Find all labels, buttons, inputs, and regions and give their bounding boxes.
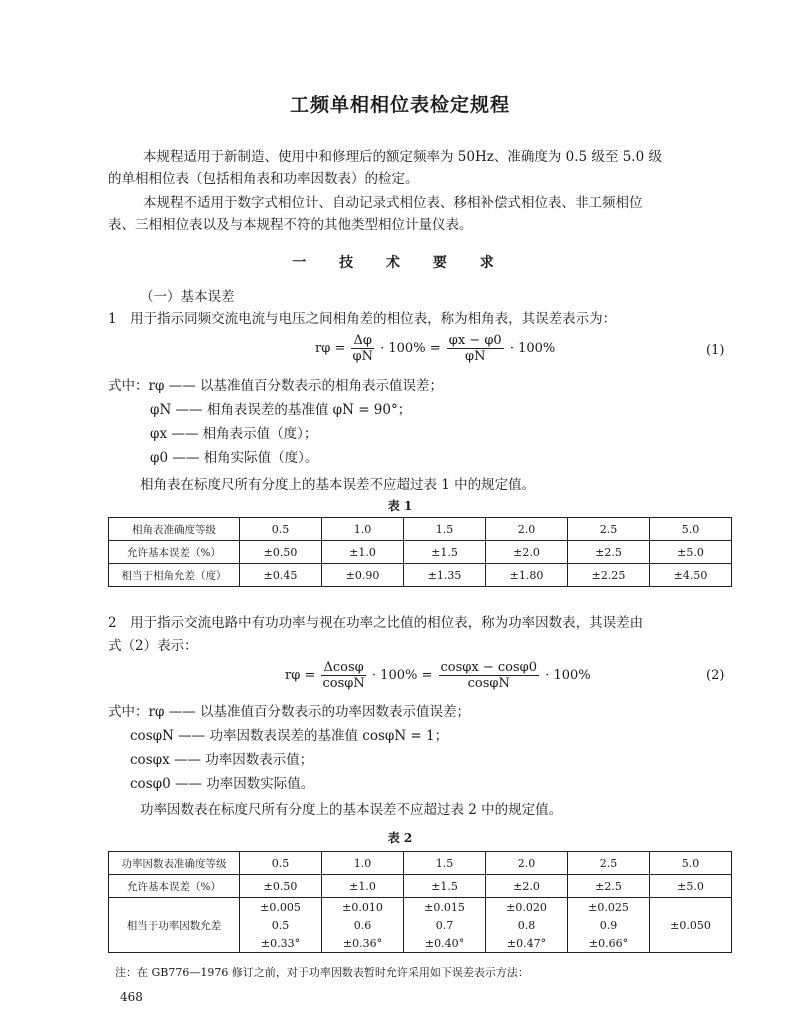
table-row: [109, 564, 732, 587]
table-cell: ±5.0: [650, 541, 732, 564]
where-2-line-3: cosφx —— 功率因数表示值；: [130, 752, 314, 768]
intro-paragraph-2-line-1: 本规程不适用于数字式相位计、自动记录式相位表、移相补偿式相位表、非工频相位: [143, 195, 643, 211]
table-1-caption: 表 1: [387, 499, 413, 513]
formula-2: rφ = $\frac{\Delta\cos\varphi}{\cos\varphi N}$ · 100% = $\frac{\cos\varphi x - \cos\varphi 0}{\cos\varphi N}$ · 100%: [285, 660, 591, 691]
table-cell: ±0.050: [650, 898, 732, 953]
table-cell: ±2.25: [568, 564, 650, 587]
table-cell: ±0.33°: [240, 934, 322, 953]
table-cell: 2.5: [568, 852, 650, 875]
table-cell: 5.0: [650, 852, 732, 875]
requirement-2: 功率因数表在标度尺所有分度上的基本误差不应超过表 2 中的规定值。: [140, 802, 563, 818]
table-cell: ±1.5: [404, 541, 486, 564]
table-cell: 功率因数表准确度等级: [109, 852, 240, 875]
table-cell: 1.5: [404, 518, 486, 541]
table-cell: 5.0: [650, 518, 732, 541]
table-row: [109, 518, 732, 541]
section-heading: 一 技 术 要 求: [292, 255, 508, 271]
table-cell: 2.5: [568, 518, 650, 541]
table-cell: 2.0: [486, 852, 568, 875]
formula-2-number: (2): [706, 668, 725, 683]
table-row: [109, 541, 732, 564]
table-cell: ±1.35: [404, 564, 486, 587]
table-2-caption: 表 2: [387, 831, 413, 845]
where-2-line-1: 式中：rφ —— 以基准值百分数表示的功率因数表示值误差；: [108, 704, 470, 720]
table-cell: ±1.5: [404, 875, 486, 898]
formula-1: rφ = $\frac{\Delta\varphi}{\varphi N}$ · 100% = $\frac{\varphi x - \varphi 0}{\varphi N}$ · 100%: [315, 333, 556, 364]
table-cell: 0.8: [486, 916, 568, 934]
table-cell: 0.5: [240, 518, 322, 541]
formula-1-number: (1): [706, 343, 725, 358]
where-1-line-2: φN —— 相角表误差的基准值 φN = 90°；: [150, 402, 412, 418]
subsection-heading: （一）基本误差: [140, 289, 235, 305]
table-cell: ±2.0: [486, 541, 568, 564]
intro-paragraph-1-line-2: 的单相相位表（包括相角表和功率因数表）的检定。: [108, 171, 419, 187]
table-cell: ±1.0: [322, 541, 404, 564]
table-row: [109, 875, 732, 898]
table-row: [109, 898, 732, 917]
table-cell: ±0.010: [322, 898, 404, 917]
table-cell: ±2.5: [568, 541, 650, 564]
table-cell: ±0.66°: [568, 934, 650, 953]
table-cell: 允许基本误差（%）: [109, 875, 240, 898]
table-cell: 1.0: [322, 852, 404, 875]
table-cell: 0.5: [240, 852, 322, 875]
item-1-text: 1 用于指示同频交流电流与电压之间相角差的相位表，称为相角表，其误差表示为：: [108, 311, 617, 327]
table-cell: 允许基本误差（%）: [109, 541, 240, 564]
table-1: [108, 517, 732, 587]
where-2-line-4: cosφ0 —— 功率因数实际值。: [130, 776, 315, 792]
table-cell: 0.9: [568, 916, 650, 934]
table-cell: ±0.50: [240, 541, 322, 564]
table-cell: ±0.50: [240, 875, 322, 898]
footnote: 注：在 GB776—1976 修订之前，对于功率因数表暂时允许采用如下误差表示方法：: [115, 966, 529, 979]
table-cell: ±0.020: [486, 898, 568, 917]
page-number: 468: [120, 990, 143, 1004]
table-cell: 0.6: [322, 916, 404, 934]
where-1-line-4: φ0 —— 相角实际值（度）。: [150, 450, 319, 466]
table-cell: ±0.40°: [404, 934, 486, 953]
table-cell: 相当于功率因数允差: [109, 898, 240, 953]
table-cell: 相角表准确度等级: [109, 518, 240, 541]
table-row: [109, 852, 732, 875]
item-2-line-2: 式（2）表示：: [108, 638, 198, 654]
table-cell: 0.7: [404, 916, 486, 934]
table-cell: 2.0: [486, 518, 568, 541]
table-cell: ±0.47°: [486, 934, 568, 953]
table-cell: ±2.0: [486, 875, 568, 898]
document-title: 工频单相相位表检定规程: [289, 94, 510, 116]
table-cell: ±1.80: [486, 564, 568, 587]
item-2-line-1: 2 用于指示交流电路中有功功率与视在功率之比值的相位表，称为功率因数表，其误差由: [108, 615, 644, 631]
table-cell: ±0.015: [404, 898, 486, 917]
table-cell: ±0.90: [322, 564, 404, 587]
table-cell: 0.5: [240, 916, 322, 934]
table-cell: 相当于相角允差（度）: [109, 564, 240, 587]
table-cell: ±0.005: [240, 898, 322, 917]
requirement-1: 相角表在标度尺所有分度上的基本误差不应超过表 1 中的规定值。: [140, 477, 536, 493]
table-cell: ±5.0: [650, 875, 732, 898]
where-1-line-3: φx —— 相角表示值（度）；: [150, 426, 318, 442]
table-cell: ±0.45: [240, 564, 322, 587]
table-cell: 1.0: [322, 518, 404, 541]
table-cell: ±0.025: [568, 898, 650, 917]
table-cell: ±0.36°: [322, 934, 404, 953]
intro-paragraph-2-line-2: 表、三相相位表以及与本规程不符的其他类型相位计量仪表。: [108, 217, 473, 233]
where-1-line-1: 式中：rφ —— 以基准值百分数表示的相角表示值误差；: [108, 378, 443, 394]
where-2-line-2: cosφN —— 功率因数表误差的基准值 cosφN = 1；: [130, 728, 449, 744]
table-cell: ±4.50: [650, 564, 732, 587]
table-cell: ±2.5: [568, 875, 650, 898]
intro-paragraph-1-line-1: 本规程适用于新制造、使用中和修理后的额定频率为 50Hz、准确度为 0.5 级至 5.0 级: [143, 149, 662, 165]
table-cell: ±1.0: [322, 875, 404, 898]
table-2: [108, 851, 732, 953]
table-cell: 1.5: [404, 852, 486, 875]
